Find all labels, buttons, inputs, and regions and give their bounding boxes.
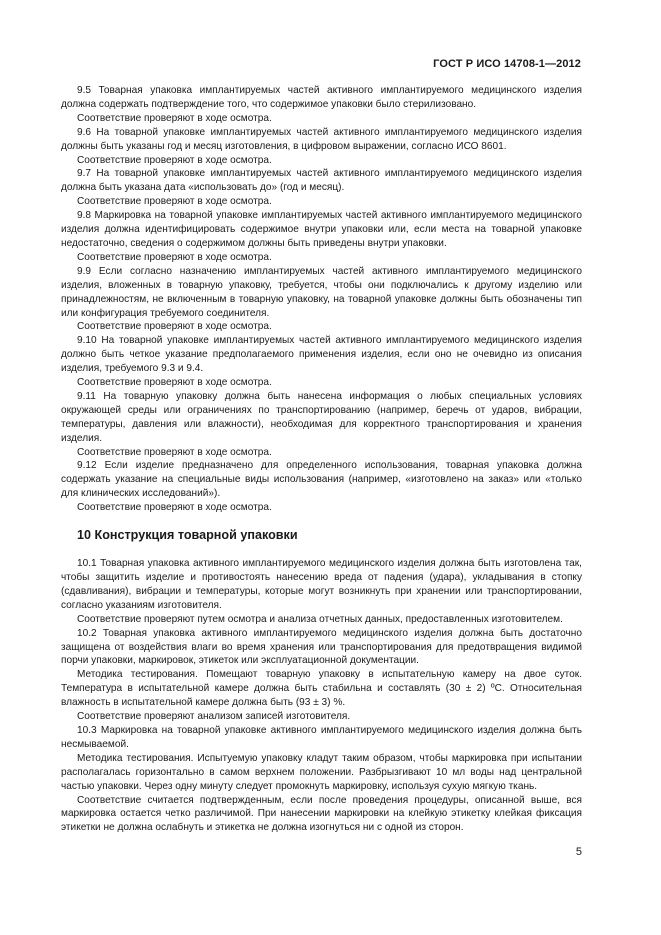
- standard-header: ГОСТ Р ИСО 14708-1—2012: [433, 58, 581, 70]
- paragraph: 9.10 На товарной упаковке имплантируемых частей активного имплантируемого медицинского изделия должно быть четкое указание предполагаемого применения изделия, если оно не очевидно из описания изделия, требуемого 9.3 и 9.4.: [61, 335, 582, 375]
- paragraph: Соответствие проверяют в ходе осмотра.: [77, 446, 272, 458]
- paragraph: Соответствие проверяют в ходе осмотра.: [77, 502, 272, 514]
- paragraph: Методика тестирования. Помещают товарную упаковку в испытательную камеру на двое суток. Температура в испытательной камере должна быть стабильна и составлять (30 ± 2) ºС. Относительная влажность в испытательной камере должна быть (93 ± 3) %.: [61, 669, 582, 709]
- paragraph: 9.12 Если изделие предназначено для определенного использования, товарная упаковка должна содержать указание на специальные виды использования (например, «изготовлено на заказ» или «только для клинических исследований»).: [61, 460, 582, 500]
- section-9-paragraphs: [61, 84, 582, 515]
- document-body: [61, 84, 582, 835]
- paragraph: 9.8 Маркировка на товарной упаковке имплантируемых частей активного имплантируемого медицинского изделия должна идентифицировать содержимое внутри упаковки или, если места на товарной упаковке недостаточно, сведения о содержимом должны быть приведены внутри упаковки.: [61, 210, 582, 249]
- paragraph: 9.9 Если согласно назначению имплантируемых частей активного имплантируемого медицинского изделия, вложенных в товарную упаковку, требуется, чтобы они подключались к другому изделию или принадлежностям, не включенным в товарную упаковку, на товарной упаковке должны быть обозначены тип или конфигурация требуемого соединителя.: [61, 265, 582, 319]
- paragraph: Соответствие считается подтвержденным, если после проведения процедуры, описанной выше, вся маркировка остается четко различимой. При нанесении маркировки на клейкую этикетку клейкая фиксация этикетки не должна ослабнуть и этикетка не должна изогнуться ни с одной из сторон.: [61, 794, 582, 834]
- section-title: 10 Конструкция товарной упаковки: [77, 528, 298, 543]
- paragraph: 9.7 На товарной упаковке имплантируемых частей активного имплантируемого медицинского изделия должна быть указана дата «использовать до» (год и месяц).: [61, 168, 582, 194]
- paragraph: Соответствие проверяют в ходе осмотра.: [77, 196, 272, 208]
- paragraph: Соответствие проверяют в ходе осмотра.: [77, 154, 272, 166]
- paragraph: Соответствие проверяют анализом записей изготовителя.: [77, 711, 351, 723]
- paragraph: Соответствие проверяют в ходе осмотра.: [77, 251, 272, 263]
- paragraph: 10.3 Маркировка на товарной упаковке активного имплантируемого медицинского изделия должна быть несмываемой.: [61, 724, 582, 750]
- paragraph: 10.1 Товарная упаковка активного имплантируемого медицинского изделия должна быть изготовлена так, чтобы защитить изделие и противостоять нанесению вреда от падения (удара), укладывания в стопку (сдавливания), вибрации и температуры, которые могут возникнуть при хранении или транспортировании, согласно указаниям изготовителя.: [61, 558, 582, 611]
- paragraph: 9.5 Товарная упаковка имплантируемых частей активного имплантируемого медицинского изделия должна содержать подтверждение того, что содержимое упаковки было стерилизовано.: [61, 85, 582, 110]
- paragraph: Соответствие проверяют путем осмотра и анализа отчетных данных, предоставленных изготовителем.: [77, 613, 563, 625]
- paragraph: 9.6 На товарной упаковке имплантируемых частей активного имплантируемого медицинского изделия должны быть указаны год и месяц изготовления, в цифровом выражении, согласно ИСО 8601.: [61, 126, 582, 152]
- paragraph: 9.11 На товарную упаковку должна быть нанесена информация о любых специальных условиях окружающей среды или ограничениях по транспортированию (например, беречь от ударов, вибрации, температуры, давления или влажности), необходимая для корректного транспортирования и хранения изделия.: [61, 390, 582, 444]
- paragraph: Соответствие проверяют в ходе осмотра.: [77, 112, 272, 124]
- paragraph: 10.2 Товарная упаковка активного имплантируемого медицинского изделия должна быть достаточно защищена от воздействия влаги во время хранения или транспортирования для предотвращения видимой порчи упаковки, маркировок, этикеток или эксплуатационной документации.: [61, 627, 582, 667]
- paragraph: Методика тестирования. Испытуемую упаковку кладут таким образом, чтобы маркировка при испытании располагалась горизонтально в самом верхнем положении. Разбрызгивают 10 мл воды над центральной частью упаковки. Через одну минуту следует промокнуть маркировку, используя сухую мягкую ткань.: [61, 752, 582, 792]
- paragraph: Соответствие проверяют в ходе осмотра.: [77, 321, 272, 333]
- page-number: 5: [575, 846, 582, 858]
- section-10-paragraphs: [61, 557, 582, 835]
- paragraph: Соответствие проверяют в ходе осмотра.: [77, 377, 272, 389]
